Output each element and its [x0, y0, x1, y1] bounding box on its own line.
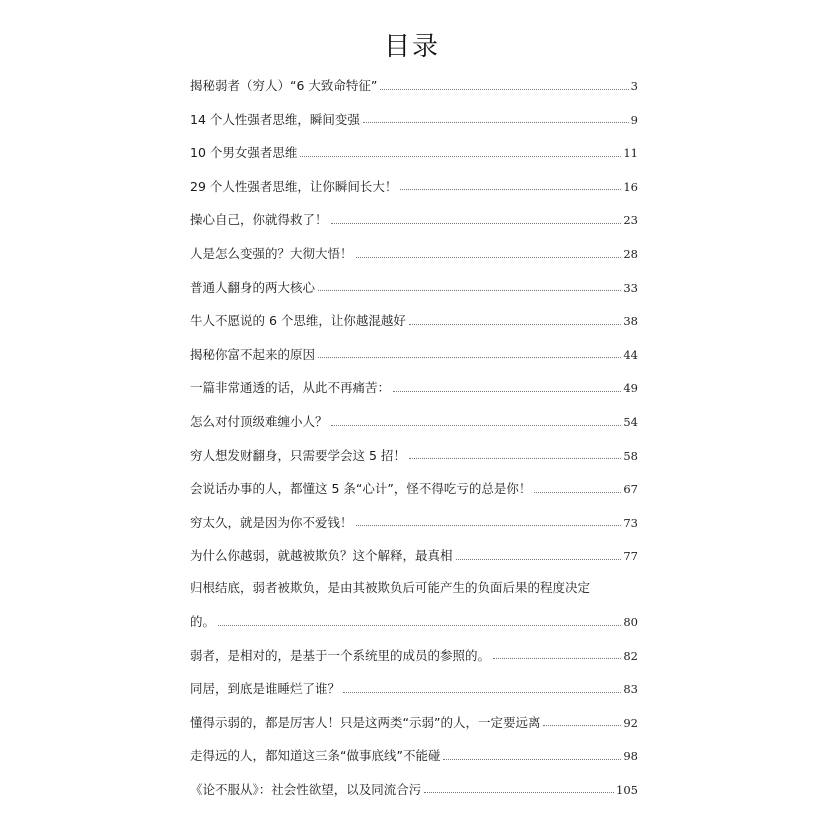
- toc-page-number: 82: [623, 648, 638, 663]
- page-title: 目录: [383, 32, 440, 62]
- toc-entry[interactable]: [190, 228, 638, 262]
- toc-page-number: 58: [623, 448, 638, 463]
- toc-entry[interactable]: [190, 396, 638, 430]
- toc-entry-title: 10 个男女强者思维: [190, 145, 298, 161]
- dot-leader: [424, 792, 614, 793]
- toc-entry[interactable]: [190, 60, 638, 94]
- toc-entry-title: 一篇非常通透的话，从此不再痛苦：: [190, 380, 391, 396]
- toc-list: [190, 60, 638, 797]
- dot-leader: [331, 223, 622, 224]
- dot-leader: [393, 391, 621, 392]
- toc-entry-title: 《论不服从》：社会性欲望，以及同流合污: [190, 781, 422, 797]
- toc-entry-title: 穷人想发财翻身，只需要学会这 5 招！: [190, 447, 406, 463]
- dot-leader: [380, 89, 628, 90]
- toc-entry-title: 会说话办事的人，都懂这 5 条“心计”，怪不得吃亏的总是你！: [190, 481, 532, 497]
- toc-entry-title: 揭秘你富不起来的原因: [190, 346, 316, 362]
- toc-page-number: 54: [623, 415, 638, 430]
- toc-entry-title: 人是怎么变强的？大彻大悟！: [190, 246, 353, 262]
- toc-page-number: 49: [623, 381, 638, 396]
- toc-entry-wrapped-first-line[interactable]: [190, 564, 638, 596]
- toc-entry[interactable]: [190, 764, 638, 798]
- toc-entry[interactable]: [190, 730, 638, 764]
- toc-entry-title: 的。: [190, 614, 216, 629]
- toc-entry[interactable]: [190, 530, 638, 564]
- dot-leader: [400, 189, 621, 190]
- toc-page-number: 38: [623, 314, 638, 329]
- dot-leader: [318, 357, 621, 358]
- toc-page-number: 92: [623, 715, 638, 730]
- toc-entry-title: 为什么你越弱，就越被欺负？这个解释，最真相: [190, 548, 453, 564]
- toc-page-number: 11: [623, 146, 638, 161]
- toc-entry-title: 弱者，是相对的，是基于一个系统里的成员的参照的。: [190, 647, 491, 663]
- dot-leader: [443, 759, 621, 760]
- toc-entry[interactable]: [190, 697, 638, 731]
- toc-page-number: 28: [623, 247, 638, 262]
- toc-entry-title: 普通人翻身的两大核心: [190, 279, 316, 295]
- toc-entry[interactable]: [190, 329, 638, 363]
- toc-entry[interactable]: [190, 663, 638, 697]
- toc-entry[interactable]: [190, 127, 638, 161]
- dot-leader: [363, 122, 629, 123]
- toc-entry[interactable]: [190, 161, 638, 195]
- toc-entry[interactable]: [190, 630, 638, 664]
- toc-entry-title: 穷太久，就是因为你不爱钱！: [190, 514, 353, 530]
- toc-page-number: 33: [623, 280, 638, 295]
- toc-entry[interactable]: [190, 362, 638, 396]
- dot-leader: [409, 458, 621, 459]
- toc-entry-title: 归根结底，弱者被欺负，是由其被欺负后可能产生的负面后果的程度决定: [190, 580, 591, 596]
- toc-page-number: 23: [623, 213, 638, 228]
- toc-entry-title: 走得远的人，都知道这三条“做事底线”不能碰: [190, 748, 441, 764]
- toc-entry[interactable]: [190, 295, 638, 329]
- dot-leader: [218, 625, 621, 626]
- toc-entry-title: 怎么对付顶级难缠小人？: [190, 414, 328, 430]
- dot-leader: [356, 525, 622, 526]
- toc-entry[interactable]: [190, 94, 638, 128]
- dot-leader: [456, 559, 622, 560]
- toc-entry-title: 14 个人性强者思维，瞬间变强: [190, 111, 360, 127]
- toc-entry-title: 操心自己，你就得救了！: [190, 212, 328, 228]
- dot-leader: [493, 658, 621, 659]
- toc-page-number: 80: [623, 615, 638, 629]
- dot-leader: [331, 425, 622, 426]
- dot-leader: [409, 324, 621, 325]
- toc-entry-title: 懂得示弱的，都是厉害人！只是这两类“示弱”的人，一定要远离: [190, 714, 541, 730]
- dot-leader: [318, 290, 621, 291]
- toc-page-number: 83: [623, 682, 638, 697]
- toc-entry-title: 牛人不愿说的 6 个思维，让你越混越好: [190, 313, 406, 329]
- dot-leader: [534, 492, 621, 493]
- toc-entry-title: 揭秘弱者（穷人）“6 大致命特征”: [190, 78, 378, 94]
- dot-leader: [356, 257, 622, 258]
- toc-page-number: 77: [623, 549, 638, 564]
- dot-leader: [343, 692, 621, 693]
- toc-entry-wrapped-second-line[interactable]: [190, 596, 638, 630]
- toc-page-number: 16: [623, 179, 638, 194]
- toc-page-number: 44: [623, 347, 638, 362]
- dot-leader: [300, 156, 621, 157]
- toc-entry[interactable]: [190, 262, 638, 296]
- toc-entry[interactable]: [190, 194, 638, 228]
- toc-page-number: 67: [623, 482, 638, 497]
- toc-entry[interactable]: [190, 497, 638, 531]
- toc-page-number: 73: [623, 515, 638, 530]
- toc-entry[interactable]: [190, 463, 638, 497]
- toc-page-number: 98: [623, 749, 638, 764]
- toc-page-number: 9: [630, 112, 638, 127]
- toc-entry[interactable]: [190, 430, 638, 464]
- dot-leader: [543, 725, 621, 726]
- toc-page-number: 105: [616, 782, 638, 797]
- toc-entry-title: 同居，到底是谁睡烂了谁？: [190, 681, 341, 697]
- toc-page-number: 3: [630, 79, 638, 94]
- toc-entry-title: 29 个人性强者思维，让你瞬间长大！: [190, 178, 398, 194]
